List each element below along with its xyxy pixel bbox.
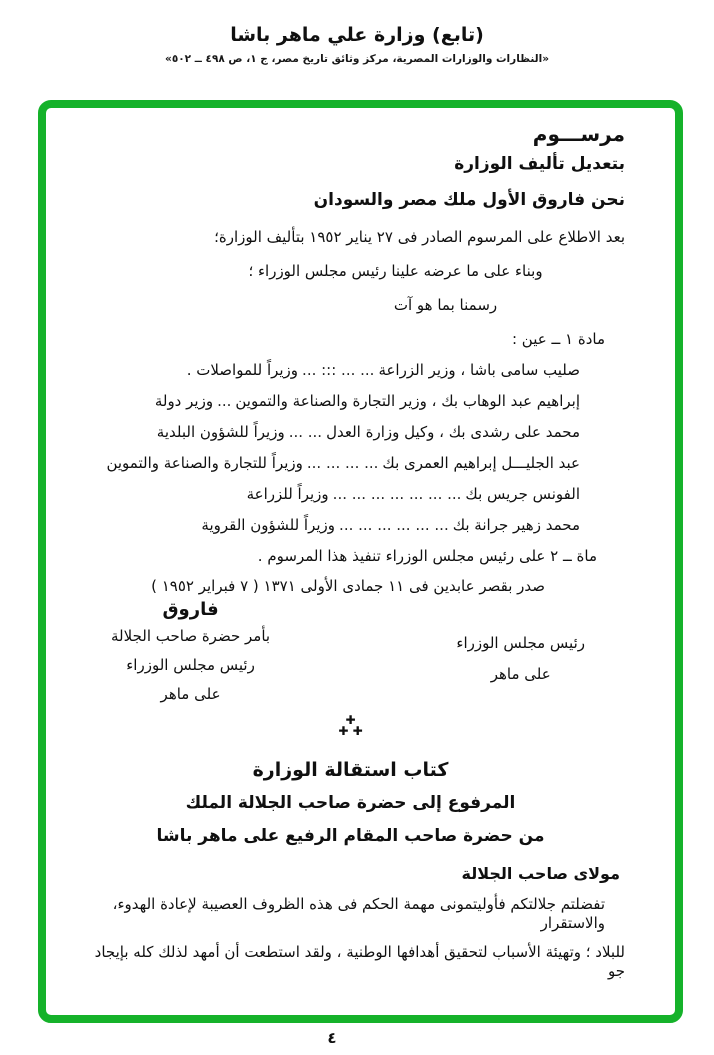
appointment-row [76, 423, 580, 442]
pm-title: رئيس مجلس الوزراء [456, 634, 585, 652]
resignation-sender: من حضرة صاحب المقام الرفيع على ماهر باشا [156, 826, 545, 846]
new-title: وزيراً للتجارة والصناعة والتموين [106, 454, 303, 472]
page-header [0, 0, 714, 65]
header-source-citation: «النظارات والوزارات المصرية، مركز وثائق تاريخ مصر، ج ١، ص ٤٩٨ ــ ٥٠٢» [165, 53, 549, 65]
green-document-frame [38, 100, 683, 1023]
royal-line: نحن فاروق الأول ملك مصر والسودان [313, 190, 625, 210]
article-1-heading: مادة ١ ــ عين : [511, 330, 605, 348]
royal-signature [111, 598, 270, 709]
appointment-row [76, 392, 580, 411]
preamble-line: بعد الاطلاع على المرسوم الصادر فى ٢٧ يناير ١٩٥٢ بتأليف الوزارة؛ [214, 228, 625, 246]
resignation-title: كتاب استقالة الوزارة [252, 759, 449, 781]
appointee-name: عبد الجليـــل إبراهيم العمرى بك [382, 454, 580, 472]
appointment-row [76, 516, 580, 535]
enactment-line: رسمنا بما هو آت [393, 296, 498, 314]
dot-leader: ... [217, 392, 232, 410]
header-title: (تابع) وزارة علي ماهر باشا [230, 24, 484, 46]
new-title: وزيراً للمواصلات . [186, 361, 299, 379]
resignation-body-line: للبلاد ؛ وتهيئة الأسباب لتحقيق أهدافها الوطنية ، ولقد استطعت أن أمهد لذلك كله بإيجاد جو [94, 943, 625, 980]
appointment-row [76, 361, 580, 380]
article-2-line: ماة ــ ٢ على رئيس مجلس الوزراء تنفيذ هذا المرسوم . [257, 547, 597, 565]
appointee-name: محمد زهير جرانة بك [452, 516, 580, 534]
appointee-name: صليب سامى باشا ، وزير الزراعة [378, 361, 580, 379]
decree-title: مرســـوم [532, 122, 625, 146]
new-title: وزيراً للشؤون البلدية [156, 423, 285, 441]
page-number: ٤ [327, 1029, 337, 1047]
dot-leader: ... ... ::: ... [302, 361, 375, 379]
appointee-name: محمد على رشدى بك ، وكيل وزارة العدل [326, 423, 580, 441]
pm-name: على ماهر [490, 665, 551, 683]
by-order-line: بأمر حضرة صاحب الجلالة [111, 627, 271, 645]
by-order-title: رئيس مجلس الوزراء [126, 656, 255, 674]
appointment-row [76, 485, 580, 504]
appointee-name: الفونس جريس بك [465, 485, 580, 503]
decree-subtitle: بتعديل تأليف الوزارة [454, 154, 625, 174]
dot-leader: ... ... ... ... ... ... ... [332, 485, 462, 503]
resignation-body-line: تفضلتم جلالتكم فأوليتمونى مهمة الحكم فى هذه الظروف العصيبة لإعادة الهدوء، والاستقرار [112, 895, 605, 932]
preamble-line: وبناء على ما عرضه علينا رئيس مجلس الوزراء ؛ [248, 262, 543, 280]
dot-leader: ... ... [288, 423, 323, 441]
new-title: وزيراً للشؤون القروية [201, 516, 336, 534]
issuance-line: صدر بقصر عابدين فى ١١ جمادى الأولى ١٣٧١ ( ٧ فبراير ١٩٥٢ ) [151, 577, 545, 595]
cross-icon: ✚ [345, 713, 356, 727]
resignation-addressee: المرفوع إلى حضرة صاحب الجلالة الملك [185, 793, 516, 813]
new-title: وزير دولة [154, 392, 214, 410]
signatures-block [76, 598, 625, 709]
cross-icon: ✚ ✚ [338, 724, 363, 738]
king-name: فاروق [162, 599, 219, 620]
cross-separator [76, 715, 625, 737]
resignation-salutation: مولاى صاحب الجلالة [461, 864, 620, 883]
appointment-row [76, 454, 580, 473]
prime-minister-signature [456, 628, 585, 709]
by-order-name: على ماهر [160, 685, 221, 703]
appointee-name: إبراهيم عبد الوهاب بك ، وزير التجارة والصناعة والتموين [235, 392, 580, 410]
dot-leader: ... ... ... ... [306, 454, 379, 472]
new-title: وزيراً للزراعة [246, 485, 329, 503]
dot-leader: ... ... ... ... ... ... [339, 516, 449, 534]
